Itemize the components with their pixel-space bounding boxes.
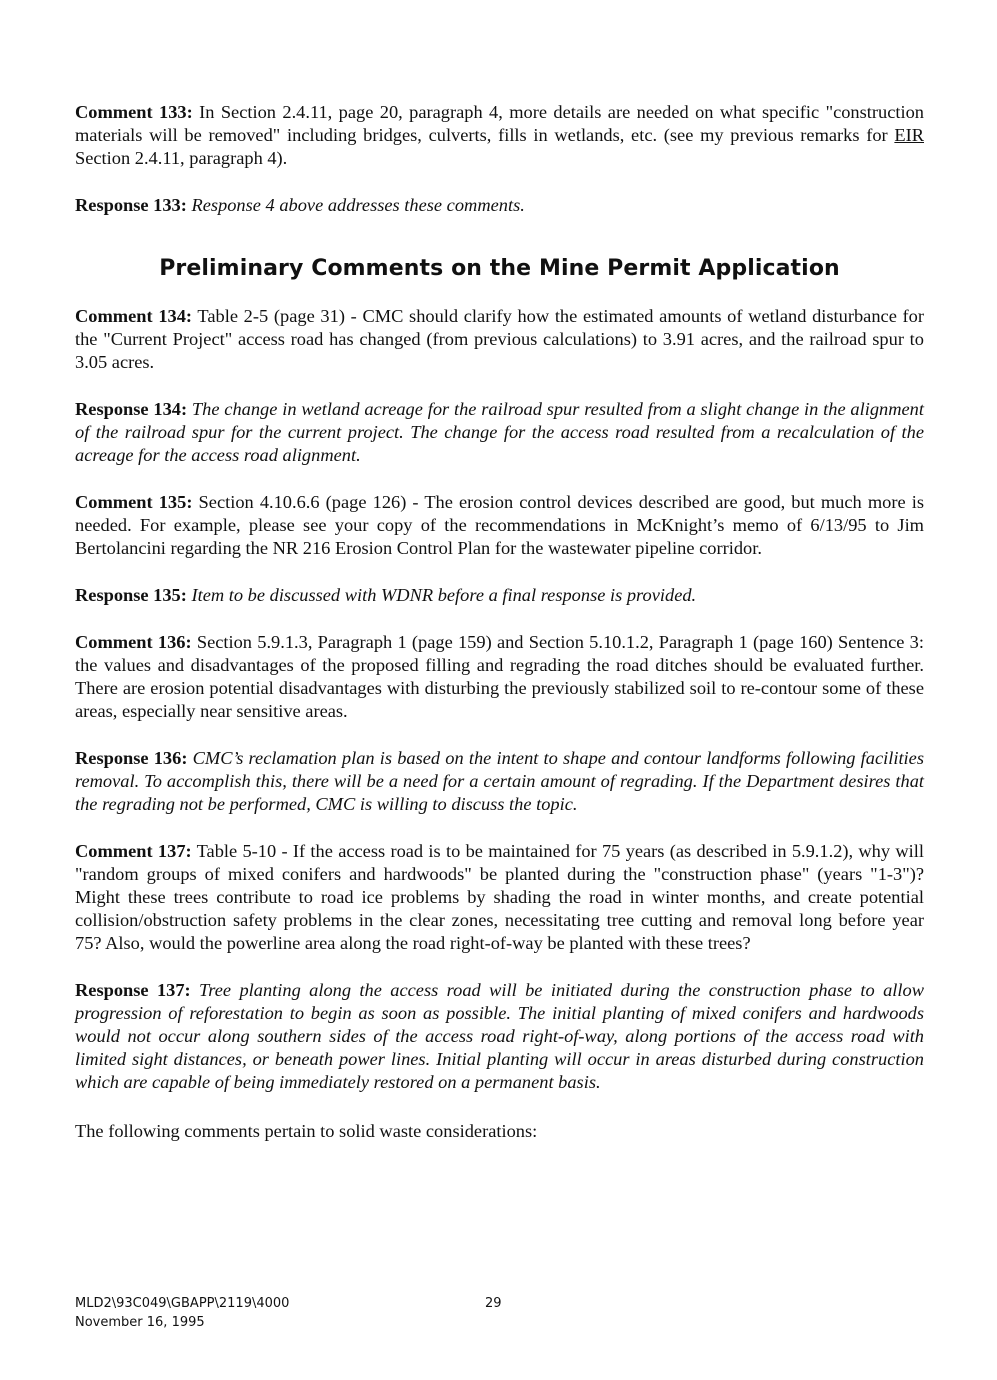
footer-file-path: MLD2\93C049\GBAPP\2119\4000 bbox=[75, 1296, 290, 1311]
response-134-label: Response 134: bbox=[75, 399, 188, 419]
comment-135-label: Comment 135: bbox=[75, 492, 193, 512]
response-134 bbox=[75, 398, 924, 467]
comment-137-text: Table 5-10 - If the access road is to be maintained for 75 years (as described in 5.9.1.2), why will "random groups of mixed conifers and hardwoods" be planted during the "construction phase" (years "1-3")? Might these trees contribute to road ice problems by shading the road in winter months, and create potential collision/obstruction safety problems in the clear zones, necessitating tree cutting and removal long before year 75? Also, would the powerline area along the road right-of-way be planted with these trees? bbox=[75, 841, 924, 953]
comment-133 bbox=[75, 101, 924, 170]
response-136-label: Response 136: bbox=[75, 748, 188, 768]
comment-134-label: Comment 134: bbox=[75, 306, 193, 326]
comment-137-label: Comment 137: bbox=[75, 841, 192, 861]
eir-link: EIR bbox=[894, 125, 924, 145]
response-135 bbox=[75, 584, 924, 607]
footer-date: November 16, 1995 bbox=[75, 1315, 205, 1330]
page-number: 29 bbox=[485, 1296, 502, 1311]
closing-line: The following comments pertain to solid waste considerations: bbox=[75, 1121, 538, 1141]
response-137-text: Tree planting along the access road will be initiated during the construction phase to allow progression of reforestation to begin as soon as possible. The initial planting of mixed conifers and hardwoods would not occur along southern sides of the access road right-of-way, along portions of the access road with limited sight distances, or beneath power lines. Initial planting will occur in areas disturbed during construction which are capable of being immediately restored on a permanent basis. bbox=[75, 980, 924, 1092]
comment-133-text: In Section 2.4.11, page 20, paragraph 4, more details are needed on what specific "construction materials will be removed" including bridges, culverts, fills in wetlands, etc. (see my previous remarks for bbox=[75, 102, 924, 145]
comment-137 bbox=[75, 840, 924, 955]
comment-136 bbox=[75, 631, 924, 723]
footer bbox=[75, 1294, 289, 1332]
comment-133-label: Comment 133: bbox=[75, 102, 193, 122]
comment-135 bbox=[75, 491, 924, 560]
page-content bbox=[75, 95, 924, 1143]
comment-134-text: Table 2-5 (page 31) - CMC should clarify how the estimated amounts of wetland disturbance for the "Current Project" access road has changed (from previous calculations) to 3.91 acres, and the railroad spur to 3.05 acres. bbox=[75, 306, 924, 372]
response-137 bbox=[75, 979, 924, 1094]
response-135-label: Response 135: bbox=[75, 585, 187, 605]
response-137-label: Response 137: bbox=[75, 980, 191, 1000]
response-136-text: CMC’s reclamation plan is based on the intent to shape and contour landforms following facilities removal. To accomplish this, there will be a need for a certain amount of regrading. If the Department desires that the regrading not be performed, CMC is willing to discuss the topic. bbox=[75, 748, 924, 814]
response-133-label: Response 133: bbox=[75, 195, 187, 215]
response-136 bbox=[75, 747, 924, 816]
response-133 bbox=[75, 194, 924, 217]
comment-136-text: Section 5.9.1.3, Paragraph 1 (page 159) and Section 5.10.1.2, Paragraph 1 (page 160) Sentence 3: the values and disadvantages of the proposed filling and regrading the road ditches should be evaluated further. There are erosion potential disadvantages with disturbing the previously stabilized soil to re-contour some of these areas, especially near sensitive areas. bbox=[75, 632, 924, 721]
section-heading: Preliminary Comments on the Mine Permit Application bbox=[159, 256, 840, 281]
comment-133-text-end: Section 2.4.11, paragraph 4). bbox=[75, 148, 288, 168]
response-134-text: The change in wetland acreage for the railroad spur resulted from a slight change in the alignment of the railroad spur for the current project. The change for the access road resulted from a recalculation of the acreage for the access road alignment. bbox=[75, 399, 924, 465]
comment-135-text: Section 4.10.6.6 (page 126) - The erosion control devices described are good, but much more is needed. For example, please see your copy of the recommendations in McKnight’s memo of 6/13/95 to Jim Bertolancini regarding the NR 216 Erosion Control Plan for the wastewater pipeline corridor. bbox=[75, 492, 924, 558]
comment-136-label: Comment 136: bbox=[75, 632, 192, 652]
comment-134 bbox=[75, 305, 924, 374]
response-133-text: Response 4 above addresses these comments. bbox=[186, 195, 525, 215]
response-135-text: Item to be discussed with WDNR before a final response is provided. bbox=[186, 585, 697, 605]
